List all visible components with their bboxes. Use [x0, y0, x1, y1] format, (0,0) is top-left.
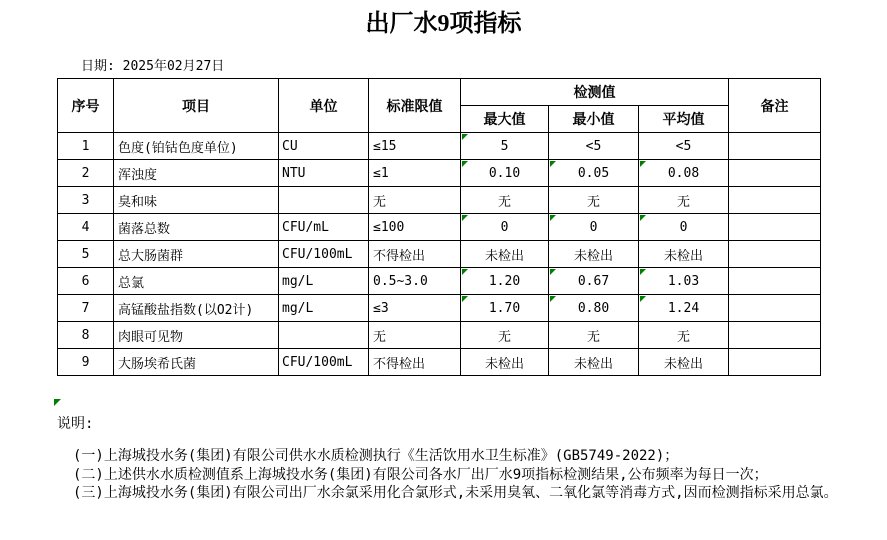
standard-limit: 0.5~3.0 — [369, 268, 461, 295]
remark-cell — [729, 322, 821, 349]
table-row — [58, 268, 821, 295]
item-name: 浑浊度 — [114, 160, 279, 187]
table-row — [58, 133, 821, 160]
unit-value — [279, 322, 369, 349]
max-value: 0.10 — [461, 160, 549, 187]
item-name: 总大肠菌群 — [114, 241, 279, 268]
unit-value: mg/L — [279, 295, 369, 322]
col-header-item: 项目 — [114, 79, 279, 133]
standard-limit: ≤3 — [369, 295, 461, 322]
item-name: 大肠埃希氏菌 — [114, 349, 279, 376]
col-header-no: 序号 — [58, 79, 114, 133]
min-value: 0.05 — [549, 160, 639, 187]
col-header-detection: 检测值 — [461, 79, 729, 106]
water-quality-table — [57, 78, 821, 376]
col-header-remark: 备注 — [729, 79, 821, 133]
remark-cell — [729, 295, 821, 322]
avg-value: 0.08 — [639, 160, 729, 187]
avg-value: 1.03 — [639, 268, 729, 295]
avg-value: 0 — [639, 214, 729, 241]
min-value: 0.80 — [549, 295, 639, 322]
table-row — [58, 241, 821, 268]
notes-heading: 说明: — [57, 416, 94, 432]
note-line-3: (三)上海城投水务(集团)有限公司出厂水余氯采用化合氯形式,未采用臭氧、二氧化氯等消毒方式,因而检测指标采用总氯。 — [73, 485, 838, 501]
min-value: 未检出 — [549, 241, 639, 268]
remark-cell — [729, 241, 821, 268]
col-header-avg: 平均值 — [639, 106, 729, 133]
item-name: 菌落总数 — [114, 214, 279, 241]
row-number: 9 — [58, 349, 114, 376]
row-number: 4 — [58, 214, 114, 241]
max-value: 无 — [461, 322, 549, 349]
row-number: 1 — [58, 133, 114, 160]
row-number: 3 — [58, 187, 114, 214]
row-number: 8 — [58, 322, 114, 349]
standard-limit: ≤1 — [369, 160, 461, 187]
item-name: 臭和味 — [114, 187, 279, 214]
remark-cell — [729, 214, 821, 241]
avg-value: 无 — [639, 322, 729, 349]
row-number: 7 — [58, 295, 114, 322]
min-value: <5 — [549, 133, 639, 160]
notes-block — [73, 447, 838, 503]
col-header-unit: 单位 — [279, 79, 369, 133]
col-header-max: 最大值 — [461, 106, 549, 133]
col-header-limit: 标准限值 — [369, 79, 461, 133]
row-number: 5 — [58, 241, 114, 268]
note-line-1: (一)上海城投水务(集团)有限公司供水水质检测执行《生活饮用水卫生标准》(GB5749-2022)； — [73, 448, 679, 464]
min-value: 0.67 — [549, 268, 639, 295]
table-row — [58, 322, 821, 349]
avg-value: 未检出 — [639, 349, 729, 376]
max-value: 未检出 — [461, 241, 549, 268]
min-value: 0 — [549, 214, 639, 241]
min-value: 未检出 — [549, 349, 639, 376]
table-row — [58, 187, 821, 214]
table-row — [58, 295, 821, 322]
remark-cell — [729, 133, 821, 160]
table-header-row — [58, 79, 821, 106]
table-row — [58, 214, 821, 241]
unit-value: CFU/100mL — [279, 349, 369, 376]
unit-value — [279, 187, 369, 214]
avg-value: 1.24 — [639, 295, 729, 322]
avg-value: 无 — [639, 187, 729, 214]
max-value: 未检出 — [461, 349, 549, 376]
avg-value: 未检出 — [639, 241, 729, 268]
standard-limit: 无 — [369, 187, 461, 214]
excel-error-corner-triangle-icon — [54, 399, 61, 406]
unit-value: CFU/mL — [279, 214, 369, 241]
min-value: 无 — [549, 322, 639, 349]
item-name: 肉眼可见物 — [114, 322, 279, 349]
standard-limit: 不得检出 — [369, 241, 461, 268]
item-name: 总氯 — [114, 268, 279, 295]
unit-value: mg/L — [279, 268, 369, 295]
unit-value: CU — [279, 133, 369, 160]
max-value: 5 — [461, 133, 549, 160]
note-line-2: (二)上述供水水质检测值系上海城投水务(集团)有限公司各水厂出厂水9项指标检测结果,公布频率为每日一次； — [73, 466, 768, 483]
item-name: 高锰酸盐指数(以O2计) — [114, 295, 279, 322]
table-row — [58, 160, 821, 187]
report-date: 日期: 2025年02月27日 — [81, 59, 225, 74]
item-name: 色度(铂钴色度单位) — [114, 133, 279, 160]
row-number: 6 — [58, 268, 114, 295]
unit-value: CFU/100mL — [279, 241, 369, 268]
table-row — [58, 349, 821, 376]
max-value: 1.70 — [461, 295, 549, 322]
page-title: 出厂水9项指标 — [365, 11, 522, 37]
max-value: 0 — [461, 214, 549, 241]
max-value: 1.20 — [461, 268, 549, 295]
standard-limit: ≤100 — [369, 214, 461, 241]
standard-limit: 无 — [369, 322, 461, 349]
remark-cell — [729, 160, 821, 187]
standard-limit: ≤15 — [369, 133, 461, 160]
min-value: 无 — [549, 187, 639, 214]
max-value: 无 — [461, 187, 549, 214]
standard-limit: 不得检出 — [369, 349, 461, 376]
unit-value: NTU — [279, 160, 369, 187]
remark-cell — [729, 268, 821, 295]
remark-cell — [729, 187, 821, 214]
col-header-min: 最小值 — [549, 106, 639, 133]
row-number: 2 — [58, 160, 114, 187]
remark-cell — [729, 349, 821, 376]
avg-value: <5 — [639, 133, 729, 160]
